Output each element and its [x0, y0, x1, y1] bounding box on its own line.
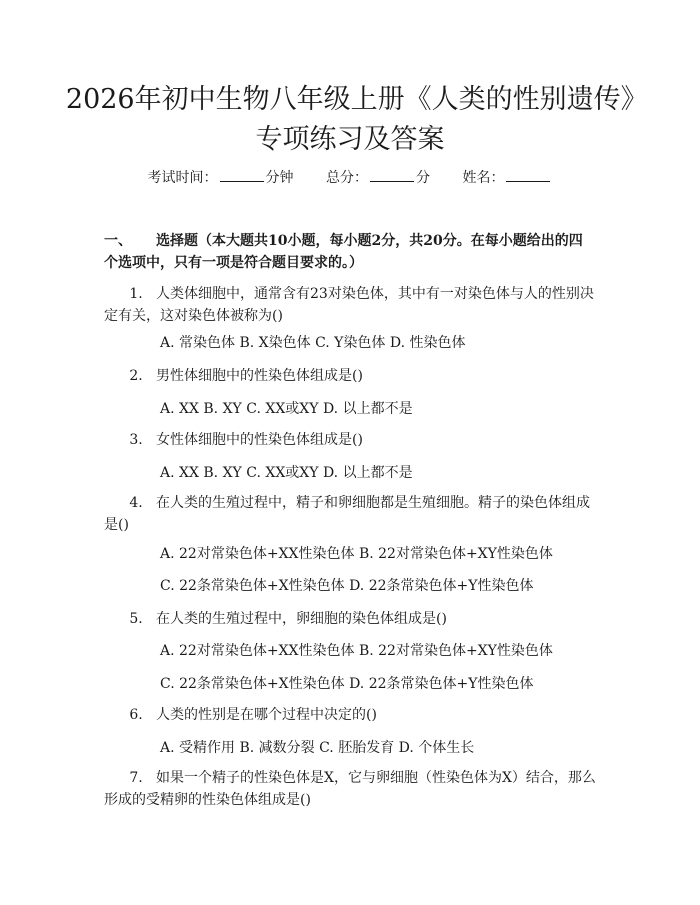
question-2 [104, 365, 596, 387]
score-unit: 分 [416, 170, 430, 186]
time-unit: 分钟 [265, 170, 294, 186]
question-7 [104, 767, 596, 811]
question-6 [104, 704, 596, 726]
question-5-options-line-1: A. 22对常染色体+XX性染色体 B. 22对常染色体+XY性染色体 [160, 643, 553, 659]
name-blank [506, 169, 550, 182]
question-number: 1. [129, 286, 143, 302]
question-text: 在人类的生殖过程中，精子和卵细胞都是生殖细胞。精子的染色体组成是() [104, 495, 590, 533]
question-1 [104, 283, 596, 327]
question-text: 人类的性别是在哪个过程中决定的() [156, 707, 377, 723]
question-5 [104, 608, 596, 630]
section-text: 选择题（本大题共10小题，每小题2分，共20分。在每小题给出的四个选项中，只有一项是符合题目要求的。） [104, 233, 583, 271]
question-3 [104, 429, 596, 451]
question-5-options-line-2: C. 22条常染色体+X性染色体 D. 22条常染色体+Y性染色体 [160, 676, 534, 692]
question-number: 2. [129, 368, 143, 384]
question-text: 如果一个精子的性染色体是X，它与卵细胞（性染色体为X）结合，那么形成的受精卵的性染色体组成是() [104, 770, 596, 808]
exam-meta [0, 167, 700, 187]
question-text: 男性体细胞中的性染色体组成是() [156, 368, 363, 384]
question-4-options-line-1: A. 22对常染色体+XX性染色体 B. 22对常染色体+XY性染色体 [160, 546, 553, 562]
question-3-options: A. XX B. XY C. XX或XY D. 以上都不是 [160, 465, 413, 481]
question-text: 在人类的生殖过程中，卵细胞的染色体组成是() [156, 611, 447, 627]
section-number: 一、 [104, 233, 132, 249]
exam-name [462, 170, 552, 186]
question-number: 4. [129, 495, 143, 511]
question-number: 3. [129, 432, 143, 448]
exam-time [148, 170, 294, 186]
exam-score [326, 170, 430, 186]
name-label: 姓名： [462, 170, 505, 186]
question-2-options: A. XX B. XY C. XX或XY D. 以上都不是 [160, 401, 413, 417]
question-6-options: A. 受精作用 B. 减数分裂 C. 胚胎发育 D. 个体生长 [160, 740, 475, 756]
document-title: 2026年初中生物八年级上册《人类的性别遗传》专项练习及答案 [65, 84, 635, 155]
question-number: 5. [129, 611, 143, 627]
time-blank [220, 169, 264, 182]
question-text: 女性体细胞中的性染色体组成是() [156, 432, 363, 448]
score-blank [370, 169, 414, 182]
question-4-options-line-2: C. 22条常染色体+X性染色体 D. 22条常染色体+Y性染色体 [160, 578, 534, 594]
question-number: 6. [129, 707, 143, 723]
time-label: 考试时间： [147, 170, 218, 186]
question-text: 人类体细胞中，通常含有23对染色体，其中有一对染色体与人的性别决定有关，这对染色体被称为() [104, 286, 594, 324]
score-label: 总分： [326, 170, 368, 186]
section-heading [104, 230, 594, 274]
question-number: 7. [129, 770, 143, 786]
question-1-options: A. 常染色体 B. X染色体 C. Y染色体 D. 性染色体 [160, 335, 466, 351]
question-4 [104, 492, 596, 536]
